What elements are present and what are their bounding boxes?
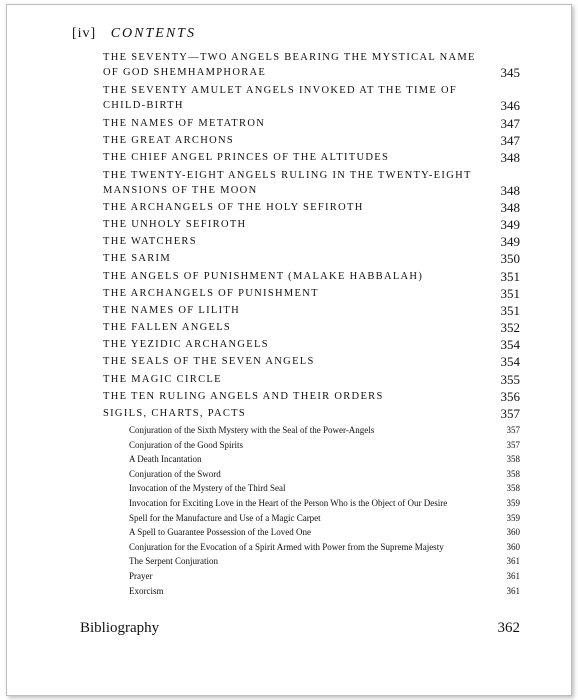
toc-entry [103, 150, 520, 165]
toc-subentry-title: The Serpent Conjuration [129, 556, 218, 567]
toc-entry [103, 168, 520, 198]
toc-subentry-page: 358 [506, 468, 520, 479]
toc-entry-title: THE CHIEF ANGEL PRINCES OF THE ALTITUDES [103, 152, 390, 164]
toc-entry-page: 357 [500, 406, 520, 421]
toc-subentry-title: Invocation of the Mystery of the Third Seal [129, 483, 286, 494]
toc-subentry [129, 481, 520, 496]
toc-entry-title: THE ARCHANGELS OF THE HOLY SEFIROTH [103, 201, 364, 213]
toc-subentry-page: 360 [506, 527, 520, 538]
toc-subentry [129, 496, 520, 511]
toc-subentry [129, 554, 520, 569]
toc-entry-title: THE SARIM [103, 253, 171, 265]
toc-entry-page: 346 [500, 98, 520, 113]
toc-entry-page: 345 [500, 65, 520, 80]
toc-entry-title: THE TWENTY-EIGHT ANGELS RULING IN THE TWENTY-EIGHT MANSIONS OF THE MOON [103, 169, 472, 196]
toc-entry-title: THE FALLEN ANGELS [103, 322, 232, 334]
toc-entry-page: 351 [500, 302, 520, 318]
toc-subentry-page: 357 [506, 425, 520, 435]
toc-entry [103, 372, 520, 387]
toc-subentry-title: Conjuration of the Sword [129, 468, 221, 479]
toc-subentry [129, 584, 520, 599]
toc-subentry-title: Exorcism [129, 585, 164, 596]
toc-subentry-page: 358 [506, 483, 520, 494]
toc-entry [103, 354, 520, 369]
toc-entry-title: SIGILS, CHARTS, PACTS [103, 408, 246, 419]
toc-entry [103, 320, 520, 335]
toc-entry-page: 347 [500, 116, 520, 131]
toc-entry-title: THE ARCHANGELS OF PUNISHMENT [103, 287, 319, 299]
toc-subentry-page: 361 [506, 556, 520, 567]
toc-entry [103, 200, 520, 215]
toc-entry-page: 350 [500, 251, 520, 267]
toc-subentry [129, 452, 520, 467]
toc-subentry-page: 361 [506, 585, 520, 596]
toc-entry [103, 133, 520, 148]
toc-entry-title: THE TEN RULING ANGELS AND THEIR ORDERS [103, 390, 384, 402]
toc-entry-title: THE GREAT ARCHONS [103, 135, 235, 147]
toc-subentry-title: A Spell to Guarantee Possession of the Loved One [129, 527, 311, 538]
toc-entry-page: 349 [500, 234, 520, 250]
toc-entry-page: 348 [500, 150, 520, 166]
toc-entry [103, 406, 520, 421]
toc-entry-page: 356 [500, 388, 520, 404]
bibliography-page: 362 [497, 620, 520, 636]
toc-subentry-title: Spell for the Manufacture and Use of a Magic Carpet [129, 512, 321, 523]
toc-subentry-title: Conjuration for the Evocation of a Spirit Armed with Power from the Supreme Majesty [129, 541, 444, 552]
toc-subentry-page: 357 [506, 439, 520, 450]
toc-entry-title: THE WATCHERS [103, 236, 197, 248]
toc-entry-page: 348 [500, 182, 520, 198]
toc-entry-title: THE SEVENTY AMULET ANGELS INVOKED AT THE TIME OF CHILD-BIRTH [103, 85, 458, 111]
toc-entry-page: 351 [500, 268, 520, 284]
toc-entry-title: THE MAGIC CIRCLE [103, 373, 222, 385]
toc-entry-page: 354 [500, 354, 520, 370]
toc-subentry-page: 361 [506, 570, 520, 581]
toc-entry-title: THE YEZIDIC ARCHANGELS [103, 339, 269, 351]
bibliography-entry [80, 620, 520, 637]
toc-subentry-page: 358 [506, 454, 520, 465]
header-page-number: [iv] [72, 26, 97, 41]
toc-entry [103, 116, 520, 131]
toc-subentry [129, 423, 520, 438]
toc-entry [103, 234, 520, 249]
toc-subentry [129, 438, 520, 453]
toc-entry-title: THE UNHOLY SEFIROTH [103, 218, 247, 230]
toc-entry-title: THE NAMES OF METATRON [103, 118, 266, 129]
toc-entry-page: 349 [500, 216, 520, 232]
toc-entry [103, 217, 520, 232]
page-header [72, 26, 196, 42]
toc-subentry-title: Invocation for Exciting Love in the Heart of the Person Who is the Object of Our Desire [129, 497, 448, 508]
toc-entry-page: 348 [500, 199, 520, 215]
table-of-contents [103, 50, 520, 598]
toc-subentry-title: Prayer [129, 570, 153, 581]
toc-subentry-page: 359 [506, 512, 520, 523]
toc-entry [103, 251, 520, 266]
toc-subentry [129, 569, 520, 584]
toc-entry [103, 337, 520, 352]
toc-entry-title: THE NAMES OF LILITH [103, 304, 240, 316]
toc-entry-title: THE ANGELS OF PUNISHMENT (MALAKE HABBALAH) [103, 270, 424, 282]
toc-entry [103, 303, 520, 318]
toc-subentry [129, 467, 520, 482]
toc-entry [103, 389, 520, 404]
toc-entry-page: 355 [500, 371, 520, 387]
toc-entry [103, 50, 520, 80]
toc-subentry-title: Conjuration of the Sixth Mystery with the Seal of the Power-Angels [129, 425, 375, 435]
toc-subentry-page: 360 [506, 541, 520, 552]
bibliography-title: Bibliography [80, 620, 160, 636]
toc-entry-title: THE SEALS OF THE SEVEN ANGELS [103, 356, 315, 368]
toc-entry-page: 347 [500, 133, 520, 149]
toc-entry-page: 351 [500, 285, 520, 301]
toc-entry [103, 269, 520, 284]
toc-entry-page: 352 [500, 320, 520, 336]
toc-entry [103, 286, 520, 301]
toc-subentry-page: 359 [506, 497, 520, 508]
toc-subentry [129, 540, 520, 555]
header-title: CONTENTS [110, 26, 196, 41]
toc-entry-title: THE SEVENTY—TWO ANGELS BEARING THE MYSTICAL NAME OF GOD SHEMHAMPHORAE [103, 52, 476, 78]
toc-subentry-title: Conjuration of the Good Spirits [129, 439, 243, 450]
toc-subentry [129, 525, 520, 540]
toc-subentry [129, 511, 520, 526]
toc-entry-page: 354 [500, 337, 520, 353]
toc-entry [103, 83, 520, 113]
toc-subentry-title: A Death Incantation [129, 454, 202, 465]
